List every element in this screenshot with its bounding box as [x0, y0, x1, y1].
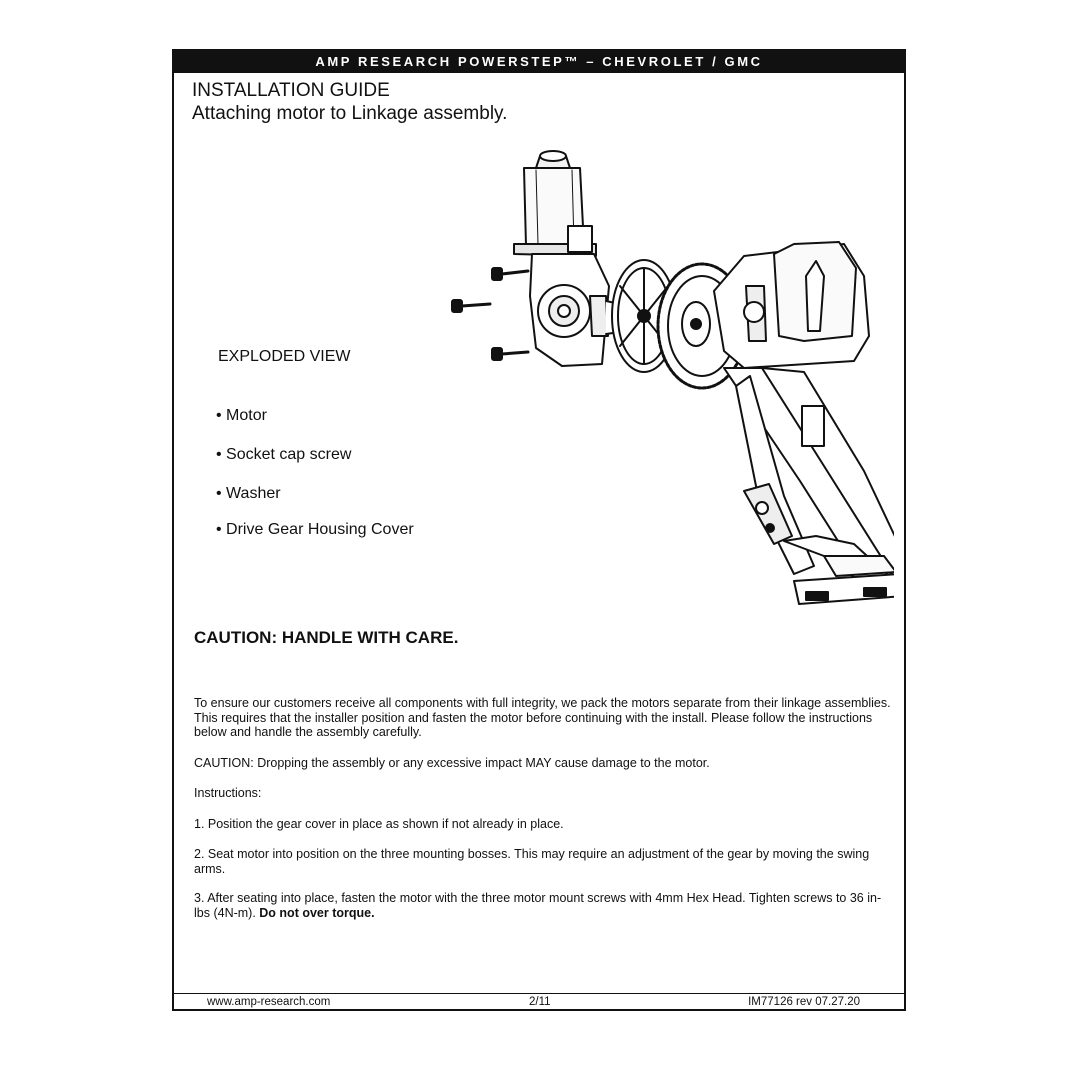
- part-washer: • Washer: [216, 485, 281, 502]
- instructions-label: Instructions:: [194, 786, 262, 800]
- part-motor: • Motor: [216, 407, 267, 424]
- step-2: 2. Seat motor into position on the three mounting bosses. This may require an adjustment of the gear by moving the swing arms.: [194, 847, 870, 876]
- exploded-view-label: EXPLODED VIEW: [218, 348, 351, 365]
- part-drive-gear-housing-cover: • Drive Gear Housing Cover: [216, 521, 414, 538]
- step-1: 1. Position the gear cover in place as shown if not already in place.: [194, 817, 564, 831]
- intro-paragraph: To ensure our customers receive all components with full integrity, we pack the motors separate from their linkage assemblies. This requires that the installer position and fasten the motor before continuing with the install. Please follow the instructions below and handle the assembly carefully.: [194, 696, 891, 739]
- socket-cap-screws: [452, 268, 528, 360]
- linkage-assembly: [714, 242, 894, 604]
- footer-doc-id: IM77126 rev 07.27.20: [748, 996, 860, 1008]
- part-socket-cap-screw: • Socket cap screw: [216, 446, 352, 463]
- caution-heading: CAUTION: HANDLE WITH CARE.: [194, 628, 459, 647]
- page-subtitle: Attaching motor to Linkage assembly.: [192, 103, 508, 124]
- motor-illustration: [514, 151, 620, 366]
- caution-paragraph: CAUTION: Dropping the assembly or any excessive impact MAY cause damage to the motor.: [194, 756, 710, 770]
- exploded-view-diagram: [444, 136, 894, 606]
- header-banner: AMP RESEARCH POWERSTEP™ – CHEVROLET / GMC: [174, 51, 904, 73]
- document-page: [172, 49, 906, 1011]
- step-3: [194, 891, 894, 920]
- footer-page-number: 2/11: [529, 996, 551, 1008]
- step-3-text: 3. After seating into place, fasten the motor with the three motor mount screws with 4mm Hex Head. Tighten screws to 36 in-lbs (4N-m).: [194, 891, 882, 920]
- step-3-warning: Do not over torque.: [259, 905, 375, 920]
- footer-website: www.amp-research.com: [207, 996, 331, 1008]
- footer-rule: [174, 993, 904, 994]
- page-title: INSTALLATION GUIDE: [192, 80, 390, 101]
